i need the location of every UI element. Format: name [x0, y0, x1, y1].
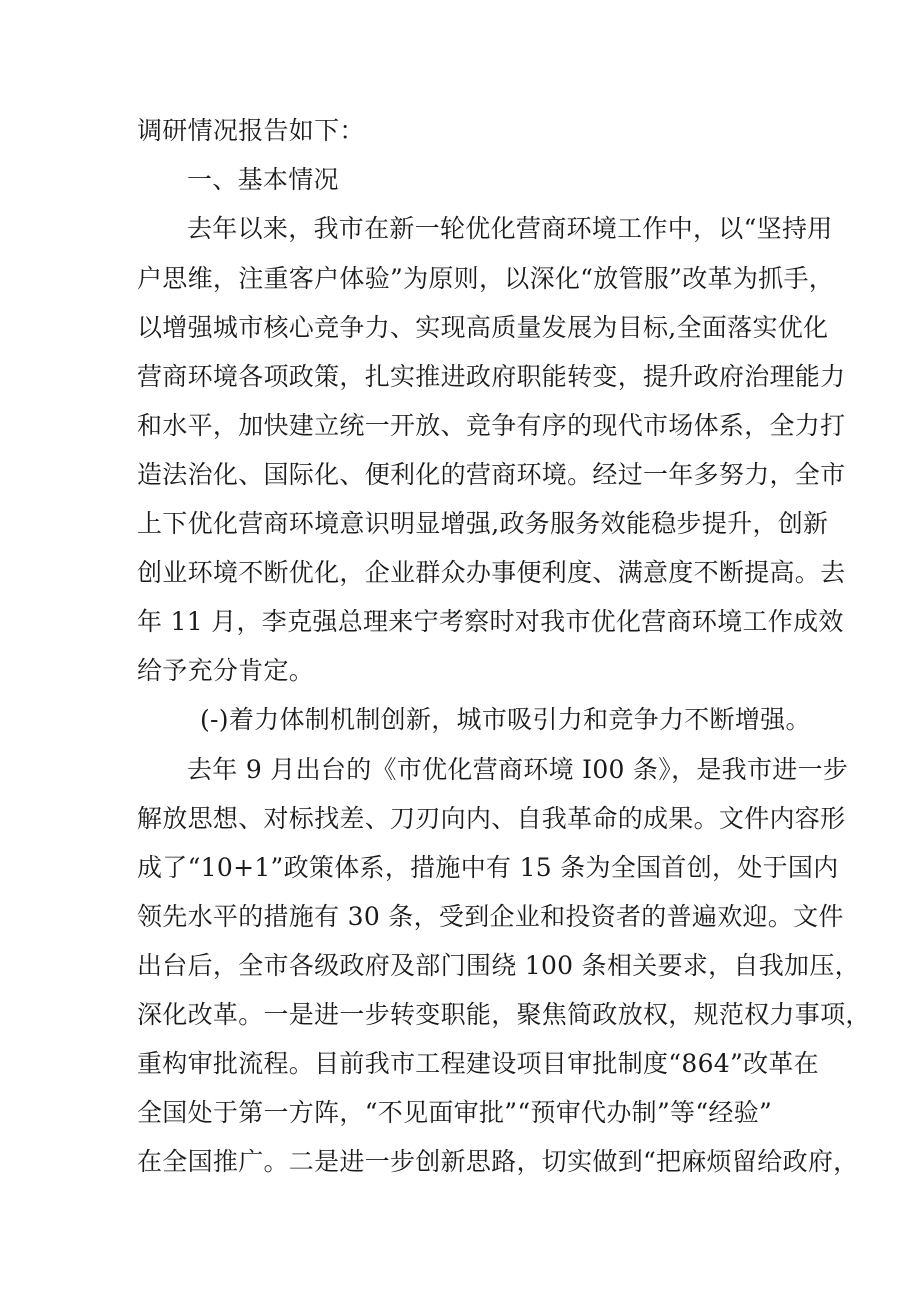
text-line: 上下优化营商环境意识明显增强,政务服务效能稳步提升，创新 [137, 509, 829, 538]
text-line: 调研情况报告如下： [137, 116, 365, 145]
text-line: 创业环境不断优化，企业群众办事便利度、满意度不断提高。去 [137, 558, 846, 587]
text-line: 以增强城市核心竞争力、实现高质量发展为目标,全面落实优化 [137, 313, 829, 342]
text-line: 年 11 月，李克强总理来宁考察时对我市优化营商环境工作成效 [137, 607, 844, 636]
text-line: 给予充分肯定。 [137, 656, 315, 685]
text-line: 户思维，注重客户体验”为原则，以深化“放管服”改革为抓手， [137, 264, 835, 293]
text-line: 去年以来，我市在新一轮优化营商环境工作中，以“坚持用 [187, 214, 833, 243]
text-line: 和水平，加快建立统一开放、竞争有序的现代市场体系，全力打 [137, 411, 846, 440]
text-line: 全国处于第一方阵，“不见面审批”“预审代办制”等“经验” [137, 1098, 773, 1127]
text-line: 成了“10+1”政策体系，措施中有 15 条为全国首创，处于国内 [137, 853, 839, 882]
text-line: 在全国推广。二是进一步创新思路，切实做到“把麻烦留给政府， [137, 1147, 859, 1176]
section-heading: 一、基本情况 [187, 165, 339, 194]
text-line: 领先水平的措施有 30 条，受到企业和投资者的普遍欢迎。文件 [137, 902, 844, 931]
text-line: 营商环境各项政策，扎实推进政府职能转变，提升政府治理能力 [137, 362, 846, 391]
subsection-heading: (-)着力体制机制创新，城市吸引力和竞争力不断增强。 [200, 705, 811, 734]
text-line: 重构审批流程。目前我市工程建设项目审批制度“864”改革在 [137, 1049, 819, 1078]
text-line: 去年 9 月出台的《市优化营商环境 I00 条》，是我市进一步 [187, 755, 849, 784]
text-line: 解放思想、对标找差、刀刃向内、自我革命的成果。文件内容形 [137, 804, 846, 833]
text-line: 造法治化、国际化、便利化的营商环境。经过一年多努力，全市 [137, 460, 846, 489]
text-line: 深化改革。一是进一步转变职能，聚焦简政放权，规范权力事项， [137, 1000, 871, 1029]
text-line: 出台后，全市各级政府及部门围绕 100 条相关要求，自我加压， [137, 951, 860, 980]
